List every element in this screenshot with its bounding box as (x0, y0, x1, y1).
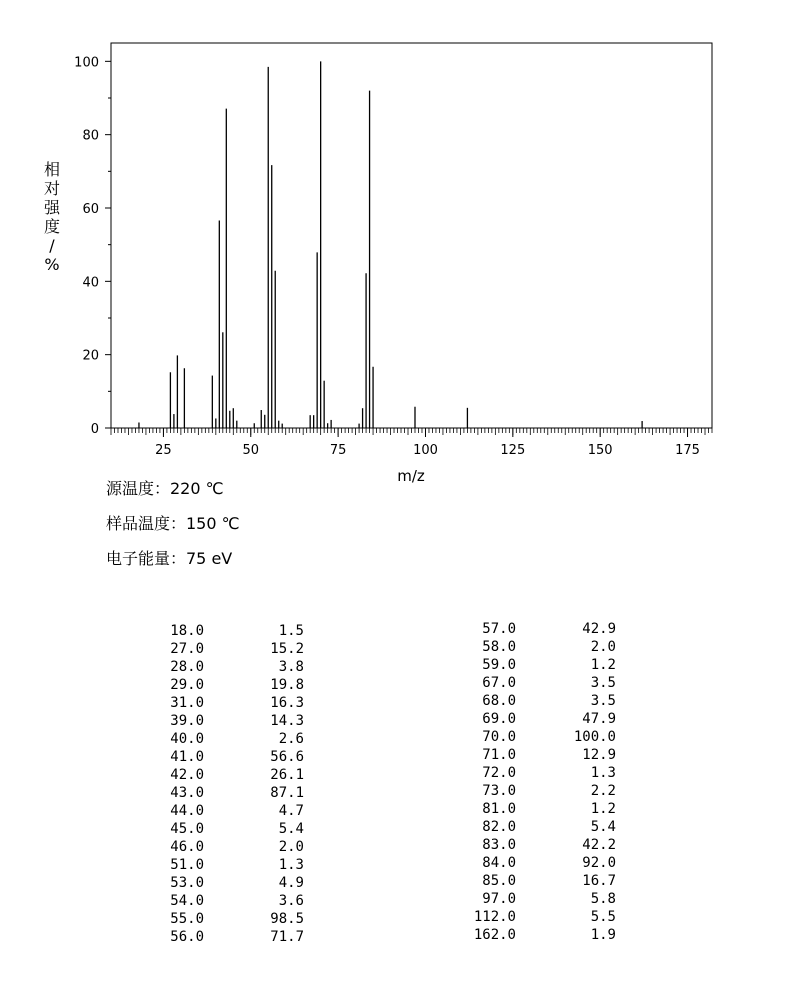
peak-table-row (456, 800, 616, 818)
sample-temperature: 样品温度：150 ℃ (106, 514, 240, 533)
y-axis-label-char: 度 (43, 217, 60, 236)
peak-table-row (456, 620, 616, 638)
x-tick-label: 50 (242, 443, 260, 458)
peak-intensity: 42.2 (582, 837, 616, 853)
peak-mz: 83.0 (482, 837, 516, 853)
peak-intensity: 4.7 (278, 803, 304, 819)
peak-mz: 41.0 (170, 749, 204, 765)
peak-table-row (144, 928, 304, 946)
peak-mz: 70.0 (482, 729, 516, 745)
peak-mz: 71.0 (482, 747, 516, 763)
peak-mz: 73.0 (482, 783, 516, 799)
peak-mz: 97.0 (482, 891, 516, 907)
peak-intensity: 47.9 (582, 711, 616, 727)
y-axis-label-char: 强 (43, 198, 60, 217)
peak-table-row (144, 820, 304, 838)
peak-intensity: 3.8 (278, 659, 304, 675)
peak-mz: 54.0 (170, 893, 204, 909)
peak-intensity: 2.6 (278, 731, 304, 747)
peak-intensity: 3.5 (590, 675, 616, 691)
peak-mz: 84.0 (482, 855, 516, 871)
y-axis-label-char: 相 (43, 160, 60, 179)
peak-intensity: 2.0 (278, 839, 304, 855)
peak-table-row (456, 674, 616, 692)
peak-intensity: 87.1 (270, 785, 304, 801)
peak-table-row (144, 694, 304, 712)
peak-intensity: 56.6 (270, 749, 304, 765)
mass-spectrum-chart (0, 0, 794, 485)
peak-table-row (144, 676, 304, 694)
peak-intensity: 4.9 (278, 875, 304, 891)
plot-frame (111, 43, 712, 428)
electron-energy: 电子能量：75 eV (106, 549, 233, 568)
peak-mz: 85.0 (482, 873, 516, 889)
peak-intensity: 16.3 (270, 695, 304, 711)
peak-mz: 28.0 (170, 659, 204, 675)
y-tick-label: 0 (90, 422, 99, 437)
peak-table-row (456, 764, 616, 782)
peak-table-row (456, 926, 616, 944)
peak-table-row (144, 622, 304, 640)
peak-mz: 40.0 (170, 731, 204, 747)
peak-table-right (456, 620, 616, 944)
y-tick-label: 100 (74, 55, 99, 71)
peak-intensity: 1.5 (278, 623, 304, 639)
x-tick-label: 150 (587, 443, 613, 458)
y-tick-label: 80 (82, 128, 99, 144)
y-tick-label: 20 (82, 348, 99, 364)
peak-mz: 46.0 (170, 839, 204, 855)
peak-bars (139, 61, 642, 428)
peak-mz: 72.0 (482, 765, 516, 781)
peak-table-row (456, 890, 616, 908)
peak-mz: 82.0 (482, 819, 516, 835)
peak-mz: 68.0 (482, 693, 516, 709)
peak-table-row (144, 766, 304, 784)
peak-table-row (144, 838, 304, 856)
peak-mz: 27.0 (170, 641, 204, 657)
x-tick-label: 175 (675, 443, 700, 458)
peak-mz: 81.0 (482, 801, 516, 817)
peak-mz: 44.0 (170, 803, 204, 819)
peak-table-left (144, 622, 304, 946)
peak-mz: 57.0 (482, 621, 516, 637)
peak-table-row (456, 854, 616, 872)
peak-intensity: 26.1 (270, 767, 304, 783)
peak-table-row (456, 638, 616, 656)
peak-mz: 56.0 (170, 929, 204, 945)
peak-table-row (456, 728, 616, 746)
peak-table-row (456, 710, 616, 728)
peak-table-row (144, 784, 304, 802)
y-axis-label-char: 对 (43, 179, 60, 198)
peak-intensity: 98.5 (270, 911, 304, 927)
source-temperature: 源温度：220 ℃ (106, 479, 224, 498)
peak-mz: 55.0 (170, 911, 204, 927)
peak-table-row (144, 910, 304, 928)
y-tick-label: 40 (82, 275, 99, 291)
peak-intensity: 1.9 (590, 927, 616, 943)
peak-intensity: 71.7 (270, 929, 304, 945)
peak-table-row (144, 730, 304, 748)
peak-table-row (456, 782, 616, 800)
peak-mz: 69.0 (482, 711, 516, 727)
y-axis-label-char: / (49, 236, 55, 255)
peak-table-row (456, 656, 616, 674)
x-tick-label: 25 (155, 443, 172, 458)
x-tick-label: 125 (500, 443, 526, 458)
peak-intensity: 3.6 (278, 893, 304, 909)
peak-intensity: 1.3 (590, 765, 616, 781)
peak-mz: 59.0 (482, 657, 516, 673)
peak-table-row (144, 856, 304, 874)
peak-table-row (456, 908, 616, 926)
y-axis-ticks (74, 55, 111, 437)
peak-mz: 58.0 (482, 639, 516, 655)
peak-intensity: 5.8 (590, 891, 616, 907)
peak-intensity: 15.2 (270, 641, 304, 657)
peak-table-row (456, 746, 616, 764)
peak-table-row (456, 818, 616, 836)
peak-intensity: 2.2 (590, 783, 616, 799)
peak-mz: 53.0 (170, 875, 204, 891)
peak-intensity: 1.3 (278, 857, 304, 873)
peak-mz: 162.0 (473, 927, 516, 943)
peak-intensity: 42.9 (582, 621, 616, 637)
peak-intensity: 5.5 (590, 909, 616, 925)
peak-table-row (144, 748, 304, 766)
peak-intensity: 3.5 (590, 693, 616, 709)
peak-mz: 67.0 (482, 675, 516, 691)
peak-mz: 31.0 (170, 695, 204, 711)
peak-mz: 29.0 (170, 677, 204, 693)
peak-mz: 18.0 (170, 623, 204, 639)
peak-table-row (456, 836, 616, 854)
peak-intensity: 100.0 (573, 729, 616, 745)
peak-mz: 43.0 (170, 785, 204, 801)
peak-intensity: 1.2 (590, 657, 616, 673)
x-minor-ticks (111, 428, 712, 435)
peak-intensity: 1.2 (590, 801, 616, 817)
peak-intensity: 2.0 (590, 639, 616, 655)
peak-intensity: 5.4 (278, 821, 304, 837)
y-tick-label: 60 (82, 202, 99, 217)
peak-table-row (144, 658, 304, 676)
peak-table-row (144, 712, 304, 730)
y-axis-label (40, 160, 64, 274)
peak-table-row (456, 872, 616, 890)
peak-table-row (456, 692, 616, 710)
x-axis-label: m/z (397, 467, 425, 485)
peak-intensity: 16.7 (582, 873, 616, 889)
peak-intensity: 19.8 (270, 677, 304, 693)
peak-intensity: 92.0 (582, 855, 616, 871)
peak-table-row (144, 892, 304, 910)
peak-intensity: 14.3 (270, 713, 304, 729)
peak-mz: 112.0 (473, 909, 516, 925)
peak-intensity: 5.4 (590, 819, 616, 835)
y-axis-label-char: % (44, 255, 60, 274)
peak-mz: 42.0 (170, 767, 204, 783)
x-tick-label: 75 (329, 443, 347, 458)
peak-mz: 51.0 (170, 857, 204, 873)
peak-mz: 39.0 (170, 713, 204, 729)
peak-mz: 45.0 (170, 821, 204, 837)
peak-table-row (144, 874, 304, 892)
peak-table-row (144, 802, 304, 820)
peak-intensity: 12.9 (582, 747, 616, 763)
peak-table-row (144, 640, 304, 658)
x-tick-label: 100 (413, 443, 438, 458)
